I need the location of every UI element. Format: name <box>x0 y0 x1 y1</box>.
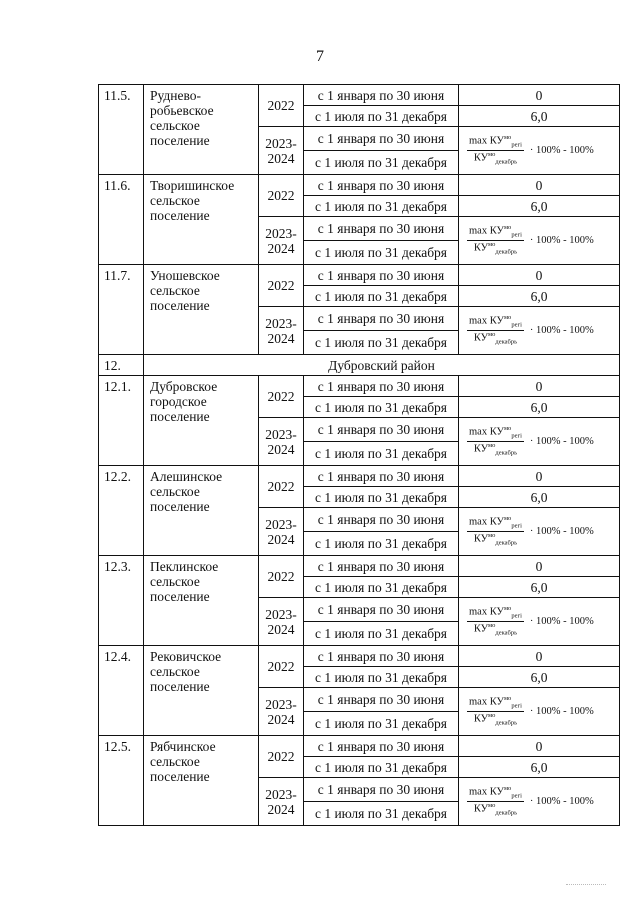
period-cell: с 1 января по 30 июня <box>304 778 459 802</box>
formula-sup: мо <box>488 712 496 719</box>
period-cell: с 1 января по 30 июня <box>304 598 459 622</box>
formula-sup: мо <box>488 331 496 338</box>
formula-sup: мо <box>488 442 496 449</box>
formula-denominator: КУ <box>473 443 489 455</box>
value-cell: 0 <box>459 556 620 577</box>
formula-sub: декабрь <box>495 338 518 346</box>
table-row <box>99 646 620 667</box>
period-cell: с 1 января по 30 июня <box>304 418 459 442</box>
formula-denominator: КУ <box>473 242 489 254</box>
period-cell: с 1 января по 30 июня <box>304 688 459 712</box>
settlement-name: Рековичское сельское поселение <box>144 646 259 736</box>
formula-cell <box>459 127 620 175</box>
formula-cell <box>459 688 620 736</box>
value-cell: 6,0 <box>459 487 620 508</box>
formula-tail: · 100% - 100% <box>529 526 594 537</box>
formula-sub: декабрь <box>495 719 518 727</box>
formula-sub: декабрь <box>495 809 518 817</box>
formula-sub: регі <box>511 433 522 440</box>
period-cell: с 1 января по 30 июня <box>304 646 459 667</box>
value-cell: 6,0 <box>459 397 620 418</box>
formula-tail: · 100% - 100% <box>529 145 594 156</box>
year-cell: 2023- 2024 <box>259 307 304 355</box>
formula-numerator: max КУ <box>469 696 504 708</box>
settlement-name: Пеклинское сельское поселение <box>144 556 259 646</box>
period-cell: с 1 июля по 31 декабря <box>304 487 459 508</box>
value-cell: 6,0 <box>459 667 620 688</box>
formula-fraction <box>467 135 524 165</box>
period-cell: с 1 января по 30 июня <box>304 265 459 286</box>
table-row <box>99 736 620 757</box>
formula-sub: декабрь <box>495 449 518 457</box>
formula-sup: мо <box>488 151 496 158</box>
formula-denominator: КУ <box>473 533 489 545</box>
formula-sup: мо <box>503 785 512 793</box>
period-cell: с 1 июля по 31 декабря <box>304 151 459 175</box>
value-cell: 0 <box>459 646 620 667</box>
settlement-name: Творишинское сельское поселение <box>144 175 259 265</box>
year-cell: 2022 <box>259 646 304 688</box>
year-cell: 2022 <box>259 376 304 418</box>
formula-sup: мо <box>488 241 496 248</box>
year-cell: 2023- 2024 <box>259 127 304 175</box>
year-cell: 2023- 2024 <box>259 688 304 736</box>
formula-denominator: КУ <box>473 803 489 815</box>
period-cell: с 1 января по 30 июня <box>304 466 459 487</box>
row-number: 12.1. <box>99 376 144 466</box>
period-cell: с 1 января по 30 июня <box>304 556 459 577</box>
formula-fraction <box>467 225 524 255</box>
region-row <box>99 355 620 376</box>
row-number: 12. <box>99 355 144 376</box>
formula-cell <box>459 217 620 265</box>
formula-tail: · 100% - 100% <box>529 235 594 246</box>
formula-sup: мо <box>503 425 512 433</box>
value-cell: 0 <box>459 265 620 286</box>
value-cell: 6,0 <box>459 757 620 778</box>
formula-sub: регі <box>511 793 522 800</box>
row-number: 12.2. <box>99 466 144 556</box>
formula-cell <box>459 307 620 355</box>
period-cell: с 1 января по 30 июня <box>304 307 459 331</box>
period-cell: с 1 января по 30 июня <box>304 217 459 241</box>
settlement-name: Дубровское городское поселение <box>144 376 259 466</box>
value-cell: 6,0 <box>459 106 620 127</box>
formula-fraction <box>467 426 524 456</box>
period-cell: с 1 января по 30 июня <box>304 127 459 151</box>
formula-sub: регі <box>511 703 522 710</box>
formula-tail: · 100% - 100% <box>529 796 594 807</box>
page-number: 7 <box>316 48 324 65</box>
period-cell: с 1 июля по 31 декабря <box>304 286 459 307</box>
formula-sup: мо <box>503 224 512 232</box>
period-cell: с 1 июля по 31 декабря <box>304 241 459 265</box>
formula-fraction <box>467 786 524 816</box>
formula-denominator: КУ <box>473 623 489 635</box>
value-cell: 0 <box>459 175 620 196</box>
formula-sup: мо <box>503 605 512 613</box>
formula-sub: регі <box>511 322 522 329</box>
year-cell: 2022 <box>259 556 304 598</box>
formula-denominator: КУ <box>473 152 489 164</box>
table-row <box>99 376 620 397</box>
period-cell: с 1 июля по 31 декабря <box>304 622 459 646</box>
scan-artifact <box>566 884 606 889</box>
formula-numerator: max КУ <box>469 516 504 528</box>
formula-cell <box>459 778 620 826</box>
formula-fraction <box>467 516 524 546</box>
formula-sup: мо <box>503 134 512 142</box>
formula-sup: мо <box>488 802 496 809</box>
year-cell: 2022 <box>259 736 304 778</box>
row-number: 11.6. <box>99 175 144 265</box>
year-cell: 2023- 2024 <box>259 508 304 556</box>
formula-numerator: max КУ <box>469 606 504 618</box>
row-number: 11.7. <box>99 265 144 355</box>
region-name: Дубровский район <box>144 355 620 376</box>
year-cell: 2023- 2024 <box>259 217 304 265</box>
table-row <box>99 175 620 196</box>
formula-sub: регі <box>511 232 522 239</box>
value-cell: 0 <box>459 85 620 106</box>
year-cell: 2022 <box>259 265 304 307</box>
settlement-name: Алешинское сельское поселение <box>144 466 259 556</box>
formula-sup: мо <box>503 695 512 703</box>
row-number: 11.5. <box>99 85 144 175</box>
formula-sup: мо <box>488 532 496 539</box>
formula-sub: декабрь <box>495 248 518 256</box>
settlement-name: Уношевское сельское поселение <box>144 265 259 355</box>
tariff-table <box>98 84 620 826</box>
value-cell: 0 <box>459 376 620 397</box>
formula-sup: мо <box>503 314 512 322</box>
table-row <box>99 466 620 487</box>
period-cell: с 1 июля по 31 декабря <box>304 532 459 556</box>
formula-numerator: max КУ <box>469 225 504 237</box>
settlement-name: Рябчинское сельское поселение <box>144 736 259 826</box>
formula-tail: · 100% - 100% <box>529 325 594 336</box>
period-cell: с 1 июля по 31 декабря <box>304 196 459 217</box>
period-cell: с 1 января по 30 июня <box>304 175 459 196</box>
period-cell: с 1 января по 30 июня <box>304 736 459 757</box>
table-row <box>99 556 620 577</box>
period-cell: с 1 июля по 31 декабря <box>304 577 459 598</box>
period-cell: с 1 июля по 31 декабря <box>304 667 459 688</box>
formula-numerator: max КУ <box>469 315 504 327</box>
formula-sup: мо <box>503 515 512 523</box>
year-cell: 2022 <box>259 85 304 127</box>
period-cell: с 1 июля по 31 декабря <box>304 397 459 418</box>
period-cell: с 1 июля по 31 декабря <box>304 757 459 778</box>
period-cell: с 1 июля по 31 декабря <box>304 712 459 736</box>
period-cell: с 1 июля по 31 декабря <box>304 802 459 826</box>
year-cell: 2023- 2024 <box>259 598 304 646</box>
table-row <box>99 85 620 106</box>
period-cell: с 1 июля по 31 декабря <box>304 331 459 355</box>
settlement-name: Руднево-робьевское сельское поселение <box>144 85 259 175</box>
year-cell: 2022 <box>259 466 304 508</box>
formula-numerator: max КУ <box>469 786 504 798</box>
formula-tail: · 100% - 100% <box>529 436 594 447</box>
formula-sub: регі <box>511 613 522 620</box>
formula-sub: декабрь <box>495 158 518 166</box>
row-number: 12.5. <box>99 736 144 826</box>
year-cell: 2023- 2024 <box>259 778 304 826</box>
period-cell: с 1 января по 30 июня <box>304 508 459 532</box>
period-cell: с 1 июля по 31 декабря <box>304 442 459 466</box>
period-cell: с 1 июля по 31 декабря <box>304 106 459 127</box>
formula-denominator: КУ <box>473 332 489 344</box>
value-cell: 6,0 <box>459 286 620 307</box>
period-cell: с 1 января по 30 июня <box>304 85 459 106</box>
formula-cell <box>459 508 620 556</box>
value-cell: 6,0 <box>459 577 620 598</box>
formula-denominator: КУ <box>473 713 489 725</box>
formula-sub: декабрь <box>495 539 518 547</box>
formula-cell <box>459 598 620 646</box>
year-cell: 2023- 2024 <box>259 418 304 466</box>
value-cell: 6,0 <box>459 196 620 217</box>
formula-tail: · 100% - 100% <box>529 706 594 717</box>
formula-fraction <box>467 696 524 726</box>
formula-fraction <box>467 315 524 345</box>
formula-fraction <box>467 606 524 636</box>
formula-sup: мо <box>488 622 496 629</box>
year-cell: 2022 <box>259 175 304 217</box>
formula-sub: регі <box>511 523 522 530</box>
table-row <box>99 265 620 286</box>
formula-numerator: max КУ <box>469 426 504 438</box>
formula-numerator: max КУ <box>469 135 504 147</box>
row-number: 12.4. <box>99 646 144 736</box>
row-number: 12.3. <box>99 556 144 646</box>
formula-sub: декабрь <box>495 629 518 637</box>
period-cell: с 1 января по 30 июня <box>304 376 459 397</box>
formula-cell <box>459 418 620 466</box>
formula-sub: регі <box>511 142 522 149</box>
value-cell: 0 <box>459 466 620 487</box>
formula-tail: · 100% - 100% <box>529 616 594 627</box>
value-cell: 0 <box>459 736 620 757</box>
